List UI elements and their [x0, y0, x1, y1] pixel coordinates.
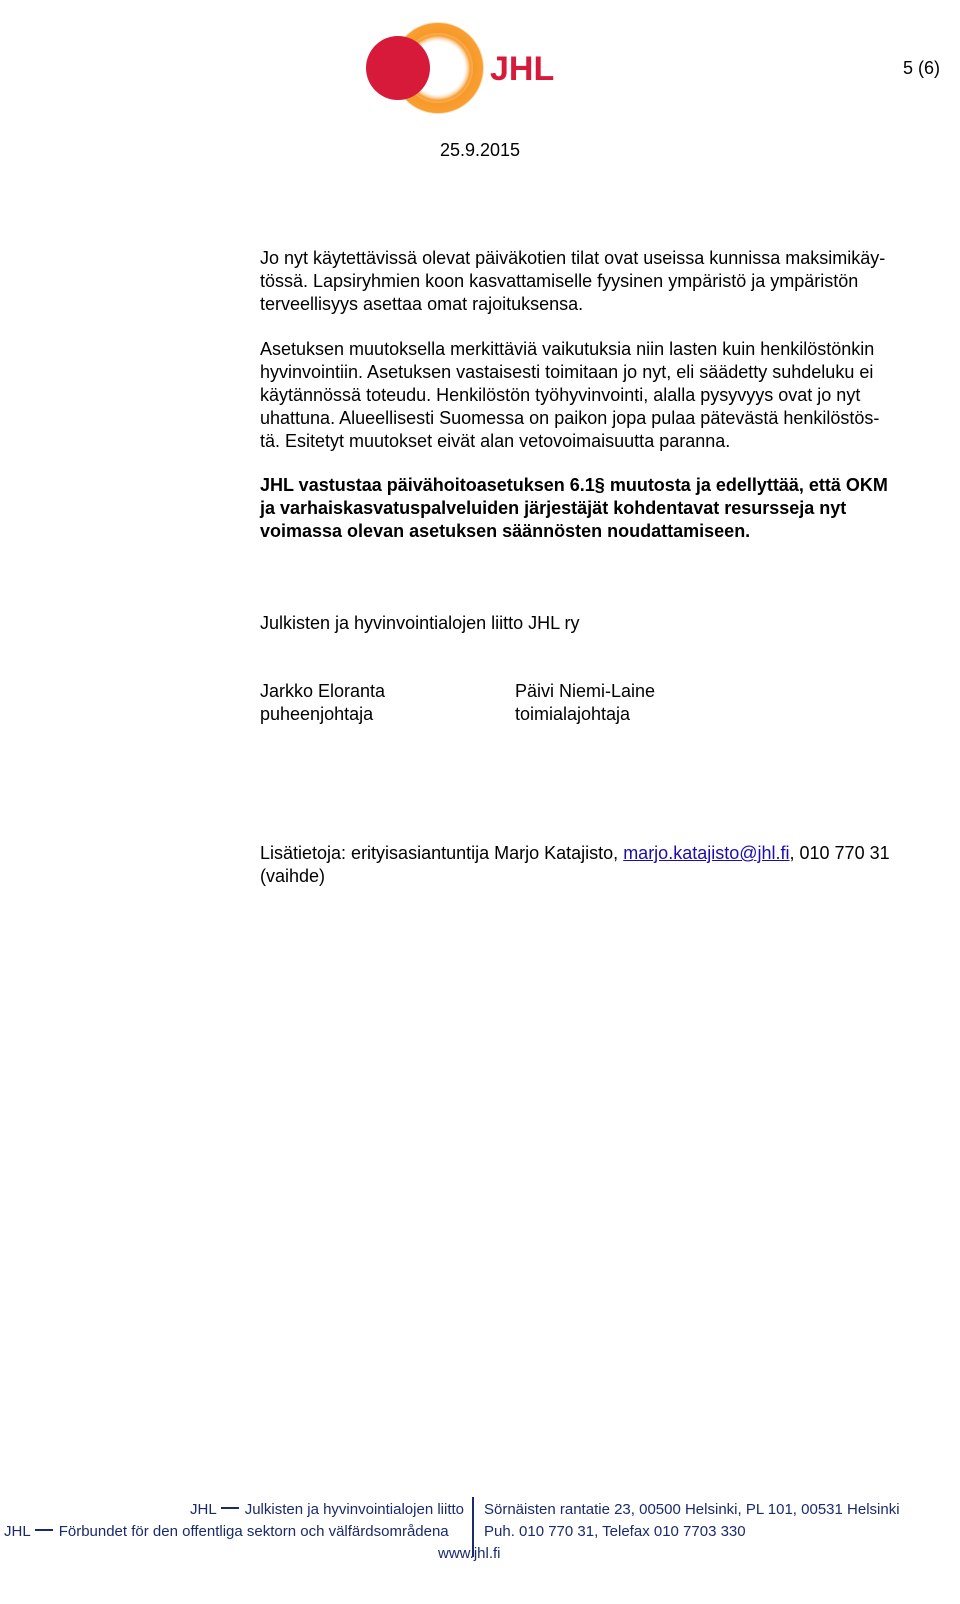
paragraph-line: tössä. Lapsiryhmien koon kasvattamiselle fyysinen ympäristö ja ympäristön	[260, 271, 859, 291]
footer-left-line-2	[4, 1523, 449, 1540]
paragraph-line: Jo nyt käytettävissä olevat päiväkotien tilat ovat useissa kunnissa maksimikäy-	[260, 248, 886, 268]
organization-name: Julkisten ja hyvinvointialojen liitto JHL ry	[260, 613, 580, 633]
jhl-logo	[360, 18, 580, 118]
footer-address: Sörnäisten rantatie 23, 00500 Helsinki, PL 101, 00531 Helsinki	[484, 1501, 900, 1518]
signer-name: Päivi Niemi-Laine	[515, 681, 656, 701]
footer-dash	[35, 1529, 53, 1531]
signer-title: puheenjohtaja	[260, 704, 374, 724]
paragraph-line: hyvinvointiin. Asetuksen vastaisesti toimitaan jo nyt, eli säädetty suhdeluku ei	[260, 362, 874, 382]
paragraph-line: Asetuksen muutoksella merkittäviä vaikutuksia niin lasten kuin henkilöstönkin	[260, 339, 875, 359]
contact-line-2: (vaihde)	[260, 866, 326, 886]
signature-right	[515, 680, 655, 726]
contact-prefix: Lisätietoja: erityisasiantuntija Marjo Katajisto,	[260, 843, 624, 863]
paragraph-2	[260, 338, 950, 453]
paragraph-line: voimassa olevan asetuksen säännösten noudattamiseen.	[260, 521, 751, 541]
footer-dash	[221, 1507, 239, 1509]
paragraph-line: uhattuna. Alueellisesti Suomessa on paikon jopa pulaa pätevästä henkilöstös-	[260, 408, 880, 428]
footer-left-line-1	[190, 1501, 464, 1518]
signer-title: toimialajohtaja	[515, 704, 631, 724]
footer-phone: Puh. 010 770 31, Telefax 010 7703 330	[484, 1523, 746, 1540]
footer-org-sv: Förbundet för den offentliga sektorn och välfärdsområdena	[58, 1523, 449, 1540]
contact-info	[260, 842, 950, 888]
footer-brand: JHL	[190, 1501, 217, 1518]
paragraph-line: ja varhaiskasvatuspalveluiden järjestäjät kohdentavat resursseja nyt	[260, 498, 847, 518]
paragraph-3-statement	[260, 474, 950, 543]
contact-phone: , 010 770 31	[789, 843, 890, 863]
paragraph-line: JHL vastustaa päivähoitoasetuksen 6.1§ muutosta ja edellyttää, että OKM	[260, 475, 888, 495]
logo-red-circle	[366, 36, 430, 100]
paragraph-line: käytännössä toteudu. Henkilöstön työhyvinvointi, alalla pysyvyys ovat jo nyt	[260, 385, 861, 405]
footer-website[interactable]: www.jhl.fi	[438, 1545, 501, 1562]
paragraph-1	[260, 247, 950, 316]
footer-org-fi: Julkisten ja hyvinvointialojen liitto	[244, 1501, 464, 1518]
contact-email-link[interactable]: marjo.katajisto@jhl.fi	[623, 843, 790, 863]
paragraph-line: terveellisyys asettaa omat rajoituksensa.	[260, 294, 584, 314]
signer-name: Jarkko Eloranta	[260, 681, 386, 701]
page-number: 5 (6)	[902, 58, 940, 78]
signature-left	[260, 680, 385, 726]
document-date: 25.9.2015	[439, 140, 521, 160]
paragraph-line: tä. Esitetyt muutokset eivät alan vetovoimaisuutta paranna.	[260, 431, 731, 451]
footer-brand: JHL	[4, 1523, 31, 1540]
logo-text: JHL	[490, 50, 555, 88]
